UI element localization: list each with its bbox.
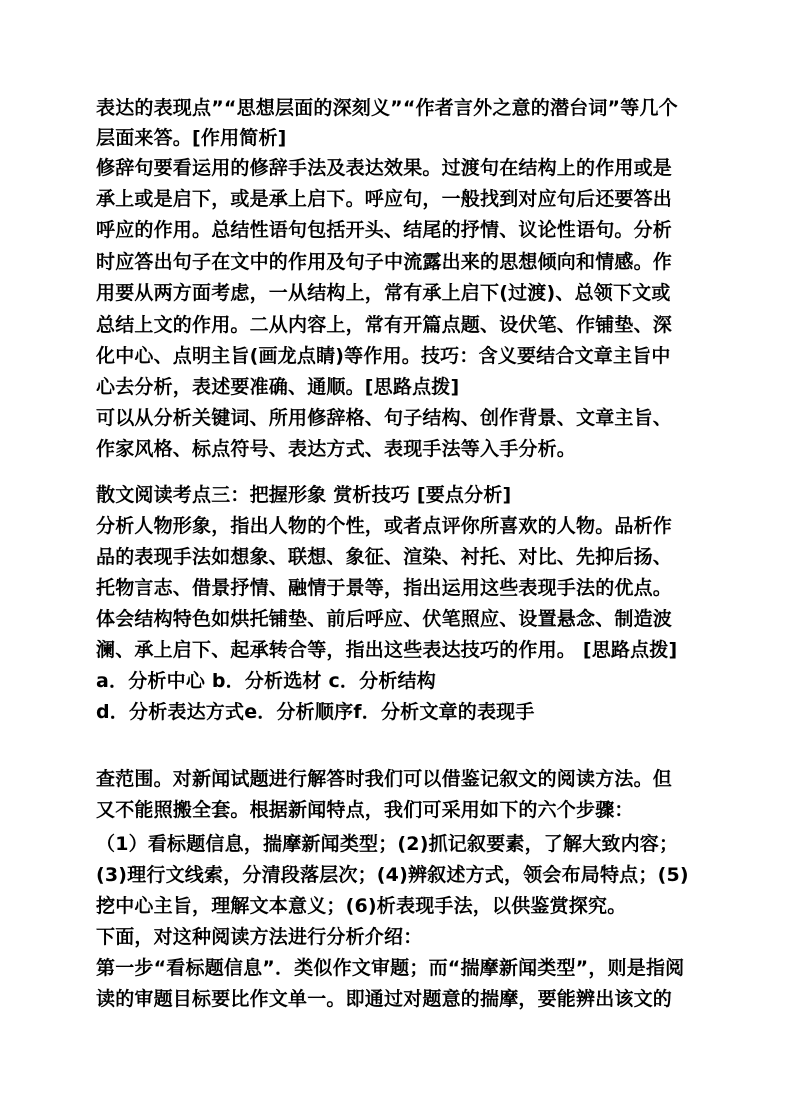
text-line: 又不能照搬全套。根据新闻特点，我们可采用如下的六个步骤： — [96, 799, 634, 821]
text-line: 分析人物形象，指出人物的个性，或者点评你所喜欢的人物。品析作 — [96, 515, 673, 537]
text-line: 托物言志、借景抒情、融情于景等，指出运用这些表现手法的优点。 — [96, 577, 673, 599]
text-line: 澜、承上启下、起承转合等，指出这些表达技巧的作用。 [思路点拨] — [96, 639, 678, 661]
text-line: 层面来答。[作用简析] — [96, 127, 287, 149]
text-line: 化中心、点明主旨(画龙点睛)等作用。技巧：含义要结合文章主旨中 — [96, 345, 671, 367]
text-line: d．分析表达方式e．分析顺序f．分析文章的表现手 — [96, 701, 535, 723]
text-line: 心去分析，表述要准确、通顺。[思路点拨] — [96, 376, 460, 398]
text-line: 承上或是启下，或是承上启下。呼应句，一般找到对应句后还要答出 — [96, 188, 673, 210]
text-line: 品的表现手法如想象、联想、象征、渲染、衬托、对比、先抑后扬、 — [96, 546, 673, 568]
text-line: 总结上文的作用。二从内容上，常有开篇点题、设伏笔、作铺垫、深 — [96, 314, 673, 336]
section-heading: 散文阅读考点三：把握形象 赏析技巧 [要点分析] — [96, 484, 512, 506]
text-line: （1）看标题信息，揣摩新闻类型；(2)抓记叙要素，了解大致内容； — [96, 833, 679, 855]
text-line: 用要从两方面考虑，一从结构上，常有承上启下(过渡)、总领下文或 — [96, 282, 671, 304]
text-line: 下面，对这种阅读方法进行分析介绍： — [96, 926, 423, 948]
text-line: 读的审题目标要比作文单一。即通过对题意的揣摩，要能辨出该文的 — [96, 988, 673, 1010]
text-line: 挖中心主旨，理解文本意义；(6)析表现手法，以供鉴赏探究。 — [96, 895, 627, 917]
text-line: 查范围。对新闻试题进行解答时我们可以借鉴记叙文的阅读方法。但 — [96, 768, 673, 790]
text-line: 表达的表现点”“思想层面的深刻义”“作者言外之意的潜台词”等几个 — [96, 97, 678, 119]
text-line: 时应答出句子在文中的作用及句子中流露出来的思想倾向和情感。作 — [96, 251, 673, 273]
text-line: 作家风格、标点符号、表达方式、表现手法等入手分析。 — [96, 438, 577, 460]
text-line: 体会结构特色如烘托铺垫、前后呼应、伏笔照应、设置悬念、制造波 — [96, 608, 673, 630]
text-line: 可以从分析关键词、所用修辞格、句子结构、创作背景、文章主旨、 — [96, 407, 673, 429]
text-line: 第一步“看标题信息”．类似作文审题；而“揣摩新闻类型”，则是指阅 — [96, 957, 685, 979]
text-line: (3)理行文线索，分清段落层次；(4)辨叙述方式，领会布局特点；(5) — [96, 864, 689, 886]
text-line: a．分析中心 b．分析选材 c．分析结构 — [96, 670, 436, 692]
text-line: 呼应的作用。总结性语句包括开头、结尾的抒情、议论性语句。分析 — [96, 219, 673, 241]
text-line: 修辞句要看运用的修辞手法及表达效果。过渡句在结构上的作用或是 — [96, 157, 673, 179]
